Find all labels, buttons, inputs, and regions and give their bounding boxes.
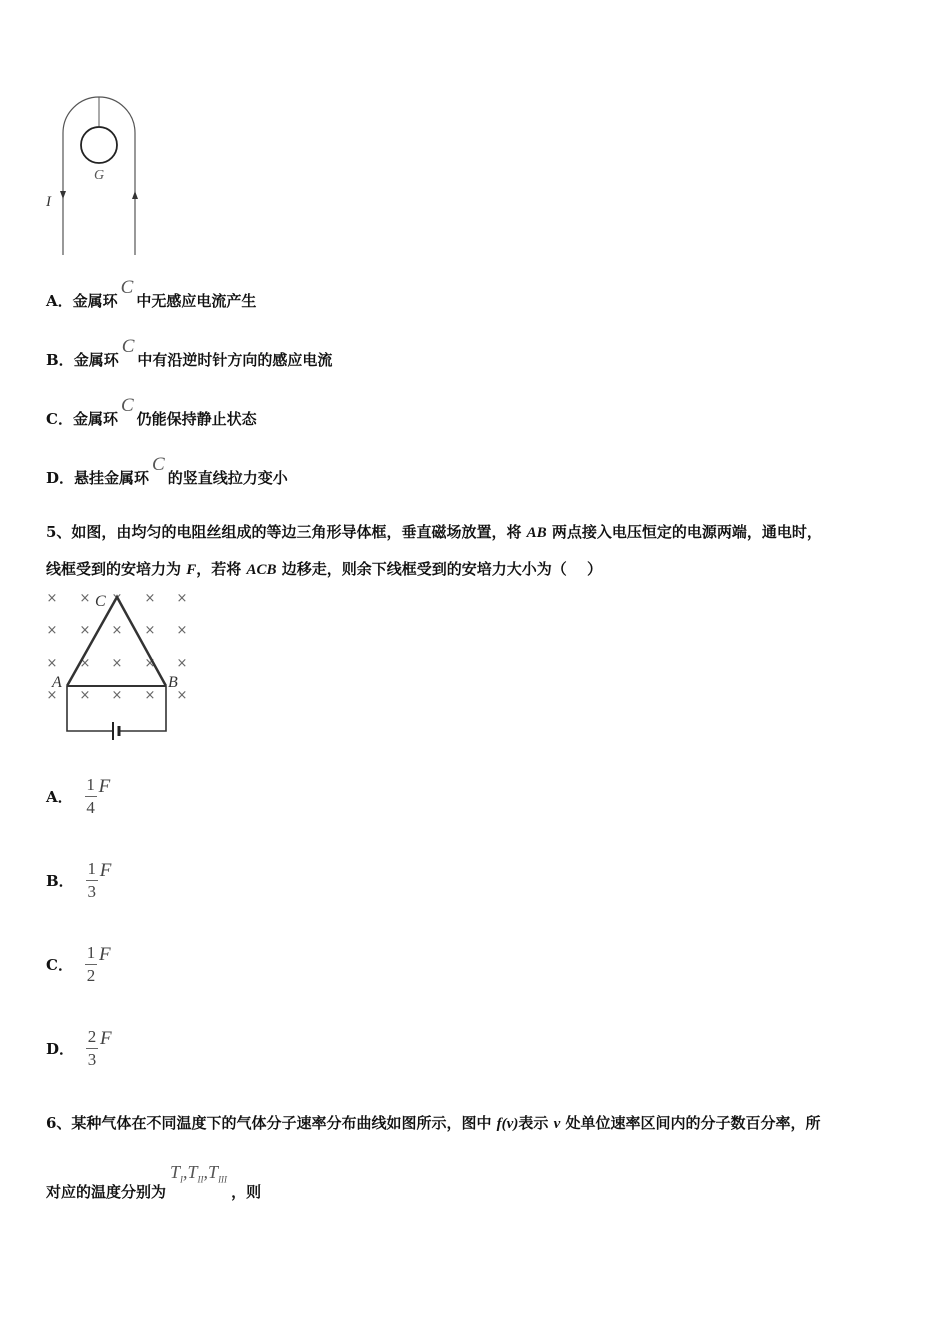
q5-option-d[interactable] (46, 1028, 112, 1069)
temp-t3: T (208, 1162, 219, 1182)
field-cross: × (79, 656, 91, 671)
fraction-bar (86, 1048, 98, 1049)
field-cross: × (144, 623, 156, 638)
q6-fv: f(v) (496, 1116, 519, 1132)
q5-line-1 (46, 514, 822, 551)
variable-f: F (98, 775, 111, 797)
option-label: D． (46, 469, 75, 487)
q6-text: 处单位速率区间内的分子数百分率，所 (560, 1114, 821, 1132)
field-cross: × (111, 688, 123, 703)
field-cross: × (46, 688, 58, 703)
temperatures: $T_I,T_{II},T_{III}$ (170, 1162, 228, 1185)
option-math-c: C (121, 336, 135, 357)
q6-text: ，则 (231, 1182, 262, 1201)
variable-f: F (100, 1027, 112, 1049)
field-cross: × (176, 591, 188, 606)
fraction-bar (85, 964, 97, 965)
q6-text: 6、某种气体在不同温度下的气体分子速率分布曲线如图所示，图中 (46, 1114, 497, 1132)
fraction (85, 776, 97, 817)
triangle-field-figure (40, 586, 200, 746)
option-label: D． (46, 1040, 75, 1058)
denominator: 3 (87, 882, 96, 901)
ring-wire-figure (40, 95, 150, 260)
q5-line-2 (46, 551, 822, 588)
field-cross: × (46, 656, 58, 671)
denominator: 3 (87, 1050, 97, 1069)
temp-t3-sub: III (218, 1174, 228, 1185)
fraction (86, 1028, 98, 1069)
q6-line-1 (46, 1105, 820, 1142)
fraction-bar (85, 796, 97, 797)
temp-t2: T (187, 1162, 198, 1182)
option-math-c: C (152, 454, 165, 475)
variable-f: F (99, 859, 112, 881)
option-label: B． (46, 872, 74, 890)
option-math-c: C (120, 395, 134, 416)
field-cross: × (144, 591, 156, 606)
option-label: A． (46, 292, 73, 310)
q4-option-a[interactable] (46, 277, 257, 311)
numerator: 1 (86, 775, 95, 794)
q6-line-2 (46, 1162, 262, 1210)
field-cross: × (46, 591, 58, 606)
option-label: C． (46, 410, 73, 428)
field-cross: × (111, 656, 123, 671)
vertex-b-label: B (168, 674, 178, 691)
numerator: 2 (87, 1027, 97, 1046)
option-text-pre: 金属环 (72, 410, 118, 428)
q5-option-a[interactable] (46, 776, 110, 817)
q5-text: 线框受到的安培力为 (46, 560, 187, 578)
field-cross: × (79, 688, 91, 703)
option-math-c: C (120, 277, 134, 298)
denominator: 2 (86, 966, 96, 985)
fraction-bar (86, 880, 98, 881)
fraction (85, 944, 97, 985)
q6-text: 对应的温度分别为 (46, 1182, 167, 1201)
field-cross: × (144, 688, 156, 703)
field-cross: × (79, 623, 91, 638)
option-text-post: 中无感应电流产生 (136, 292, 257, 310)
q5-text: 5、如图，由均匀的电阻丝组成的等边三角形导体框，垂直磁场放置，将 (46, 523, 527, 541)
fraction (86, 860, 98, 901)
option-label: B． (46, 351, 74, 369)
current-i-label: I (46, 194, 51, 210)
variable-f: F (98, 943, 111, 965)
field-cross: × (111, 623, 123, 638)
denominator: 4 (86, 798, 95, 817)
q4-option-b[interactable] (46, 336, 333, 370)
temp-t2-sub: II (197, 1174, 204, 1185)
field-cross: × (46, 623, 58, 638)
q5-stem (46, 514, 822, 588)
option-text-pre: 金属环 (73, 351, 119, 369)
q5-option-c[interactable] (46, 944, 111, 985)
field-cross: × (144, 656, 156, 671)
vertex-c-label: C (95, 593, 106, 610)
option-text-pre: 悬挂金属环 (74, 469, 150, 487)
q5-text: 两点接入电压恒定的电源两端，通电时， (546, 523, 822, 541)
field-cross: × (176, 688, 188, 703)
temp-t1: T (170, 1162, 181, 1182)
vertex-a-label: A (52, 674, 62, 691)
field-cross: × (79, 591, 91, 606)
q4-option-c[interactable] (46, 395, 257, 429)
field-cross: × (111, 591, 123, 606)
option-text-post: 的竖直线拉力变小 (167, 469, 288, 487)
numerator: 1 (87, 859, 96, 878)
q6-v: v (553, 1116, 561, 1132)
q5-f: F (186, 562, 197, 578)
q5-ab: AB (526, 525, 547, 541)
ring-g-label: G (94, 168, 105, 183)
q5-option-b[interactable] (46, 860, 111, 901)
option-text-pre: 金属环 (72, 292, 118, 310)
q4-option-d[interactable] (46, 454, 288, 488)
numerator: 1 (86, 943, 96, 962)
q5-text: 边移走，则余下线框受到的安培力大小为（ ） (276, 560, 602, 578)
q5-acb: ACB (246, 562, 277, 578)
q6-text: 表示 (518, 1114, 554, 1132)
option-text-post: 仍能保持静止状态 (136, 410, 257, 428)
temp-t1-sub: I (180, 1174, 184, 1185)
option-text-post: 中有沿逆时针方向的感应电流 (137, 351, 333, 369)
option-label: A． (46, 788, 73, 806)
option-label: C． (46, 956, 73, 974)
field-cross: × (176, 656, 188, 671)
q5-text: ，若将 (196, 560, 247, 578)
field-cross: × (176, 623, 188, 638)
